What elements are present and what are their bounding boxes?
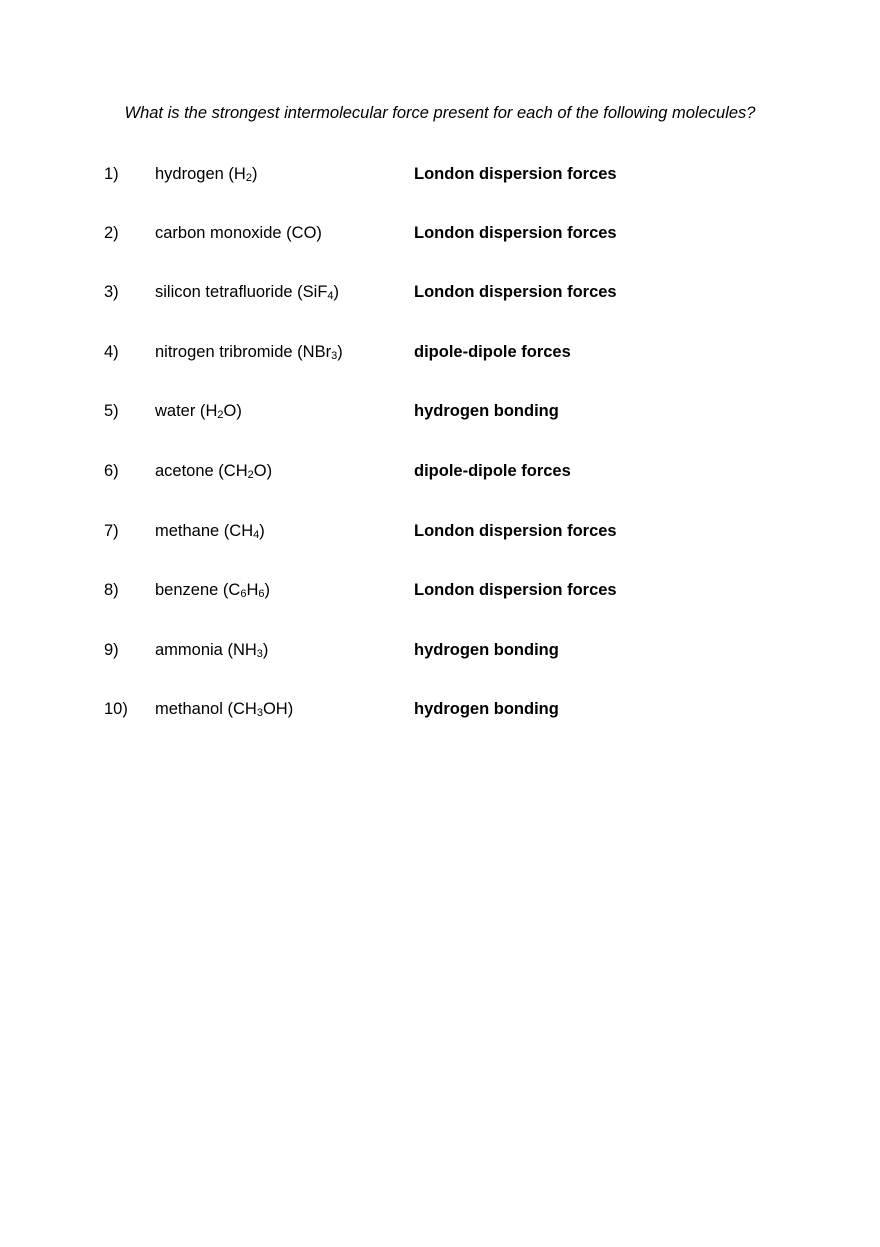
list-item <box>0 162 880 186</box>
formula-text: CH <box>229 522 254 540</box>
answer-text: hydrogen bonding <box>414 402 559 420</box>
formula-text: H <box>233 165 246 183</box>
formula-subscript: 4 <box>327 290 334 302</box>
answer-text: London dispersion forces <box>414 581 617 599</box>
molecule-name <box>155 162 257 186</box>
molecule-label: acetone ( <box>155 462 224 480</box>
formula-subscript: 3 <box>256 648 263 660</box>
molecule-name <box>155 459 272 483</box>
item-number: 1) <box>104 165 119 183</box>
answer-text: London dispersion forces <box>414 165 617 183</box>
list-item <box>0 221 880 245</box>
list-item <box>0 340 880 364</box>
molecule-name <box>155 280 339 304</box>
formula-subscript: 3 <box>331 350 338 362</box>
list-item <box>0 399 880 423</box>
molecule-close-paren: ) <box>287 700 294 718</box>
formula-subscript: 2 <box>245 172 252 184</box>
formula-text: H <box>246 581 259 599</box>
formula-text: CO <box>291 224 317 242</box>
molecule-label: carbon monoxide ( <box>155 224 292 242</box>
formula-text: O <box>223 402 237 420</box>
molecule-label: benzene ( <box>155 581 229 599</box>
molecule-label: methane ( <box>155 522 230 540</box>
item-number: 9) <box>104 641 119 659</box>
answer-text: hydrogen bonding <box>414 700 559 718</box>
molecule-close-paren: ) <box>316 224 322 242</box>
molecule-close-paren: ) <box>337 343 343 361</box>
list-item <box>0 519 880 543</box>
list-item <box>0 459 880 483</box>
item-number: 5) <box>104 402 119 420</box>
molecule-name <box>155 399 242 423</box>
molecule-label: hydrogen ( <box>155 165 234 183</box>
molecule-label: ammonia ( <box>155 641 233 659</box>
formula-text: CH <box>232 700 257 718</box>
item-number: 10) <box>104 700 128 718</box>
item-number: 7) <box>104 522 119 540</box>
molecule-close-paren: ) <box>264 581 270 599</box>
molecule-close-paren: ) <box>262 641 269 659</box>
formula-subscript: 6 <box>240 588 247 600</box>
molecule-name <box>155 340 343 364</box>
molecule-close-paren: ) <box>333 283 340 301</box>
molecule-name <box>155 221 322 245</box>
formula-text: SiF <box>302 283 328 301</box>
formula-text: OH <box>262 700 288 718</box>
molecule-name <box>155 638 268 662</box>
formula-text: C <box>228 581 241 599</box>
formula-text: H <box>205 402 218 420</box>
formula-subscript: 6 <box>258 588 265 600</box>
molecule-close-paren: ) <box>236 402 242 420</box>
answer-text: dipole-dipole forces <box>414 462 571 480</box>
molecule-name <box>155 519 265 543</box>
formula-text: NH <box>232 641 257 659</box>
list-item <box>0 697 880 721</box>
list-item <box>0 638 880 662</box>
list-item <box>0 578 880 602</box>
formula-subscript: 3 <box>256 707 263 719</box>
molecule-close-paren: ) <box>266 462 273 480</box>
formula-text: O <box>253 462 267 480</box>
formula-text: CH <box>223 462 248 480</box>
item-number: 6) <box>104 462 119 480</box>
answer-text: hydrogen bonding <box>414 641 559 659</box>
answer-text: London dispersion forces <box>414 224 617 242</box>
item-number: 2) <box>104 224 119 242</box>
molecule-close-paren: ) <box>251 165 258 183</box>
formula-subscript: 2 <box>217 409 224 421</box>
molecule-name <box>155 697 293 721</box>
answer-text: London dispersion forces <box>414 522 617 540</box>
answer-text: London dispersion forces <box>414 283 617 301</box>
formula-subscript: 4 <box>253 529 260 541</box>
formula-subscript: 2 <box>247 469 254 481</box>
formula-text: NBr <box>302 343 332 361</box>
molecule-close-paren: ) <box>259 522 265 540</box>
molecule-label: water ( <box>155 402 206 420</box>
molecule-name <box>155 578 270 602</box>
molecule-label: methanol ( <box>155 700 233 718</box>
item-number: 8) <box>104 581 119 599</box>
answer-text: dipole-dipole forces <box>414 343 571 361</box>
molecule-label: silicon tetrafluoride ( <box>155 283 303 301</box>
molecule-label: nitrogen tribromide ( <box>155 343 303 361</box>
item-number: 3) <box>104 283 119 301</box>
question-text: What is the strongest intermolecular force present for each of the following molecules? <box>124 104 756 122</box>
list-item <box>0 280 880 304</box>
item-number: 4) <box>104 343 119 361</box>
